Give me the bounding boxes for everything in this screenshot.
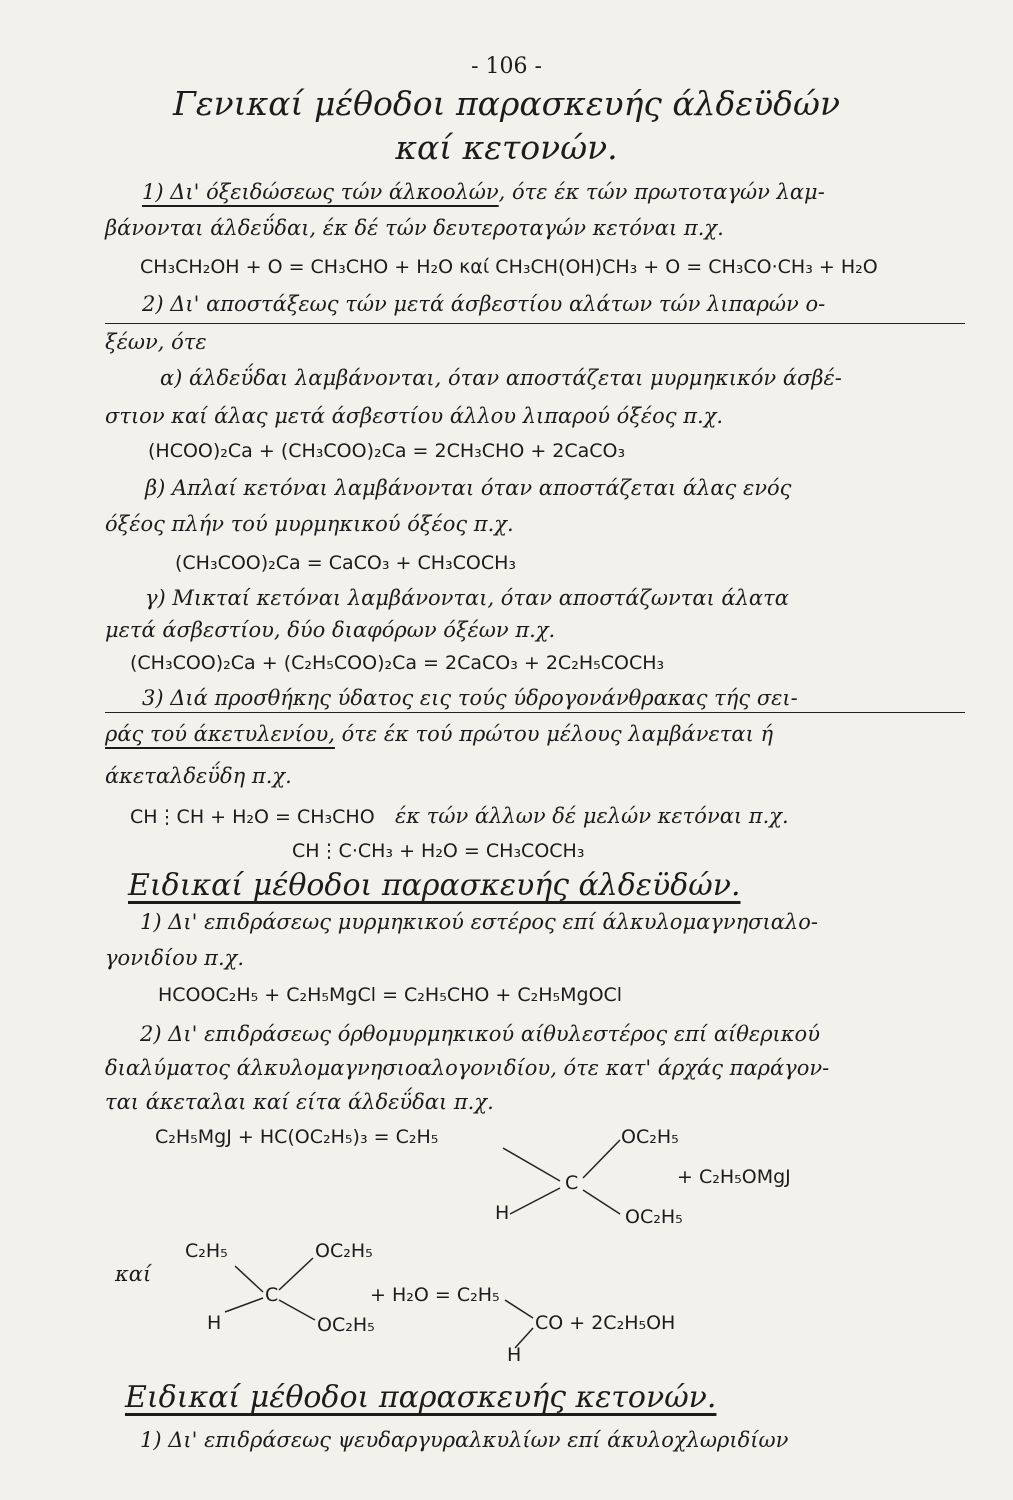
hydrolysis-OC-bottom: OC₂H₅ (317, 1314, 375, 1336)
method1-heading: 1) Δι' όξειδώσεως τών άλκοολών (142, 180, 499, 204)
method1-formula: CH₃CH₂OH + O = CH₃CHO + H₂O καί CH₃CH(OH)CH₃ + O = CH₃CO·CH₃ + H₂O (140, 256, 878, 278)
acetal-H: H (495, 1202, 510, 1224)
method2-heading-cont: ξέων, ότε (105, 330, 207, 354)
aldehydes-method1-text: 1) Δι' επιδράσεως μυρμηκικού εστέρος επί άλκυλομαγνησιαλο- (140, 910, 818, 934)
hydrolysis-water: + H₂O = C₂H₅ (370, 1284, 500, 1306)
acetal-C: C (565, 1172, 579, 1194)
method2-underline (105, 323, 965, 324)
aldehydes-heading: Ειδικαί μέθοδοι παρασκευής άλδεϋδών. (128, 868, 741, 903)
ketones-method1-text: 1) Δι' επιδράσεως ψευδαργυραλκυλίων επί άκυλοχλωριδίων (140, 1428, 789, 1452)
aldehydes-method1-formula: HCOOC₂H₅ + C₂H₅MgCl = C₂H₅CHO + C₂H₅MgOCl (158, 984, 623, 1006)
method2a-text: α) άλδεΰδαι λαμβάνονται, όταν αποστάζεται μυρμηκικόν άσβέ- (160, 366, 842, 390)
page-title-line2: καί κετονών. (395, 128, 618, 167)
acetal-OC-bottom: OC₂H₅ (625, 1206, 683, 1228)
method2a-formula: (HCOO)₂Ca + (CH₃COO)₂Ca = 2CH₃CHO + 2CaCO₃ (148, 440, 626, 462)
acetal-OC-top: OC₂H₅ (621, 1126, 679, 1148)
method2b-text-cont: όξέος πλήν τού μυρμηκικού όξέος π.χ. (105, 512, 514, 536)
method2b-text: β) Απλαί κετόναι λαμβάνονται όταν αποστάζεται άλας ενός (145, 476, 792, 500)
hydrolysis-C: C (265, 1284, 279, 1306)
method3-heading: 3) Διά προσθήκης ύδατος εις τούς ύδρογονάνθρακας τής σει- (142, 686, 798, 710)
method2c-formula: (CH₃COO)₂Ca + (C₂H₅COO)₂Ca = 2CaCO₃ + 2C₂H₅COCH₃ (130, 652, 665, 674)
hydrolysis-OC-top: OC₂H₅ (315, 1240, 373, 1262)
aldehydes-method1-text-cont: γονιδίου π.χ. (105, 946, 245, 970)
method2b-formula: (CH₃COO)₂Ca = CaCO₃ + CH₃COCH₃ (175, 552, 517, 574)
method3-formula1: CH⋮CH + H₂O = CH₃CHO (130, 806, 375, 828)
page-number: - 106 - (471, 54, 542, 79)
method3-text-cont: άκεταλδεΰδη π.χ. (105, 764, 292, 788)
method3-text-other: έκ τών άλλων δέ μελών κετόναι π.χ. (395, 804, 789, 828)
aldehydes-method2-text-cont2: ται άκεταλαι καί είτα άλδεΰδαι π.χ. (105, 1090, 494, 1114)
method3-formula2: CH⋮C·CH₃ + H₂O = CH₃COCH₃ (292, 840, 585, 862)
hydrolysis-product: CO + 2C₂H₅OH (535, 1312, 676, 1334)
method2c-text: γ) Μικταί κετόναι λαμβάνονται, όταν αποστάζωνται άλατα (145, 586, 789, 610)
method1-text-cont: βάνονται άλδεΰδαι, έκ δέ τών δευτεροταγών κετόναι π.χ. (105, 216, 724, 240)
hydrolysis-H: H (207, 1312, 222, 1334)
acetal-reaction (155, 1126, 795, 1236)
acetal-reactants: C₂H₅MgJ + HC(OC₂H₅)₃ = C₂H₅ (155, 1126, 439, 1148)
ketones-heading: Ειδικαί μέθοδοι παρασκευής κετονών. (125, 1380, 717, 1415)
method1-text: , ότε έκ τών πρωτοταγών λαμ- (498, 180, 825, 204)
hydrolysis-H2: H (507, 1344, 522, 1366)
aldehydes-method2-text-cont1: διαλύματος άλκυλομαγνησιοαλογονιδίου, ότε κατ' άρχάς παράγον- (105, 1056, 830, 1080)
method3-heading-cont: ράς τού άκετυλενίου, (105, 722, 335, 746)
hydrolysis-reaction (115, 1240, 735, 1370)
method2c-text-cont: μετά άσβεστίου, δύο διαφόρων όξέων π.χ. (105, 618, 556, 642)
method2a-text-cont: στιον καί άλας μετά άσβεστίου άλλου λιπαρού όξέος π.χ. (105, 404, 724, 428)
method3-text: ότε έκ τού πρώτου μέλους λαμβάνεται ή (334, 722, 774, 746)
page-title-line1: Γενικαί μέθοδοι παρασκευής άλδεϋδών (172, 84, 841, 123)
method3-underline (105, 712, 965, 713)
acetal-byproduct: + C₂H₅OMgJ (677, 1166, 791, 1188)
hydrolysis-C2H5: C₂H₅ (185, 1240, 228, 1262)
aldehydes-method2-text: 2) Δι' επιδράσεως όρθομυρμηκικού αίθυλεστέρος επί αίθερικού (140, 1022, 820, 1046)
hydrolysis-and: καί (115, 1262, 152, 1286)
method2-heading: 2) Δι' αποστάξεως τών μετά άσβεστίου αλάτων τών λιπαρών ο- (142, 292, 826, 316)
